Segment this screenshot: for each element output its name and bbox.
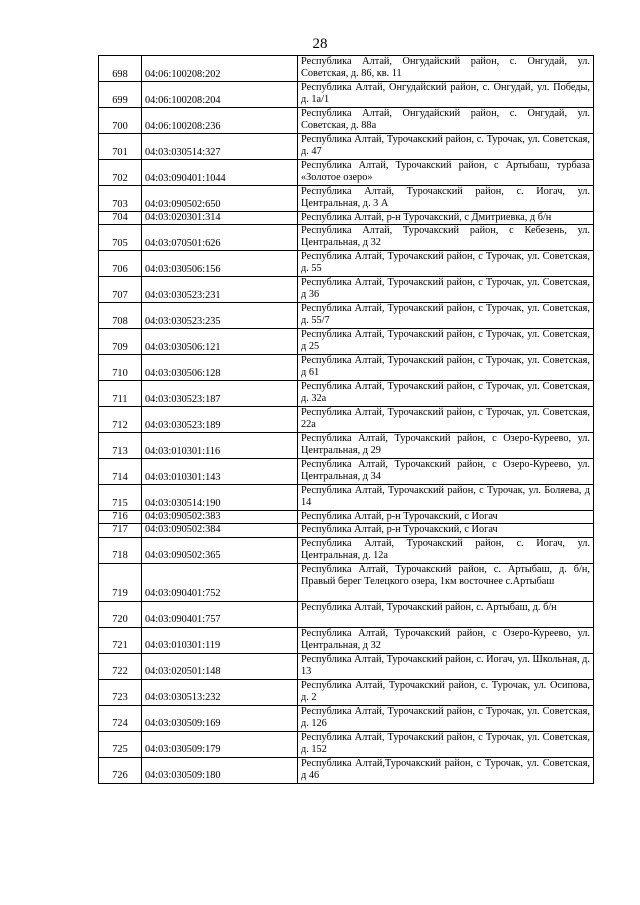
property-address: Республика Алтай, р-н Турочакский, с Дмитриевка, д б/н — [298, 212, 594, 225]
table-row — [99, 433, 594, 459]
property-address: Республика Алтай, Турочакский район, с Турочак, ул. Боляева, д 14 — [298, 485, 594, 511]
cadastral-number: 04:03:030506:121 — [142, 329, 298, 355]
property-address: Республика Алтай, Турочакский район, с. Артыбаш, д. б/н, Правый берег Телецкого озера, 1км восточнее с.Артыбаш — [298, 563, 594, 601]
row-number: 718 — [99, 537, 142, 563]
row-number: 705 — [99, 225, 142, 251]
property-registry-table — [98, 55, 594, 784]
property-address: Республика Алтай, Турочакский район, с Турочак, ул. Советская, д. 55/7 — [298, 303, 594, 329]
cadastral-number: 04:03:030506:128 — [142, 355, 298, 381]
table-row — [99, 757, 594, 783]
property-address: Республика Алтай, Турочакский район, с. Турочак, ул. Осипова, д. 2 — [298, 679, 594, 705]
row-number: 708 — [99, 303, 142, 329]
property-address: Республика Алтай, Турочакский район, с. Турочак, ул. Советская, д. 47 — [298, 134, 594, 160]
row-number: 698 — [99, 56, 142, 82]
row-number: 719 — [99, 563, 142, 601]
table-row — [99, 731, 594, 757]
row-number: 724 — [99, 705, 142, 731]
cadastral-number: 04:03:090502:650 — [142, 186, 298, 212]
table-row — [99, 82, 594, 108]
row-number: 711 — [99, 381, 142, 407]
row-number: 715 — [99, 485, 142, 511]
property-address: Республика Алтай, Турочакский район, с Озеро-Куреево, ул. Центральная, д 34 — [298, 459, 594, 485]
row-number: 712 — [99, 407, 142, 433]
table-row — [99, 407, 594, 433]
table-row — [99, 511, 594, 524]
cadastral-number: 04:03:030509:179 — [142, 731, 298, 757]
property-address: Республика Алтай, Турочакский район, с Турочак, ул. Советская, д 61 — [298, 355, 594, 381]
cadastral-number: 04:03:030509:169 — [142, 705, 298, 731]
cadastral-number: 04:03:090401:1044 — [142, 160, 298, 186]
row-number: 710 — [99, 355, 142, 381]
table-row — [99, 329, 594, 355]
cadastral-number: 04:03:030523:187 — [142, 381, 298, 407]
row-number: 699 — [99, 82, 142, 108]
table-row — [99, 524, 594, 537]
property-address: Республика Алтай, Турочакский район, с. Иогач, ул. Центральная, д. 12а — [298, 537, 594, 563]
cadastral-number: 04:03:090502:365 — [142, 537, 298, 563]
cadastral-number: 04:06:100208:202 — [142, 56, 298, 82]
cadastral-number: 04:03:030509:180 — [142, 757, 298, 783]
property-address: Республика Алтай, Турочакский район, с. Иогач, ул. Школьная, д. 13 — [298, 653, 594, 679]
table-row — [99, 251, 594, 277]
cadastral-number: 04:03:030506:156 — [142, 251, 298, 277]
property-address: Республика Алтай, Турочакский район, с Турочак, ул. Советская, д. 152 — [298, 731, 594, 757]
row-number: 725 — [99, 731, 142, 757]
cadastral-number: 04:03:090401:757 — [142, 601, 298, 627]
table-row — [99, 108, 594, 134]
table-row — [99, 627, 594, 653]
property-address: Республика Алтай, Турочакский район, с Турочак, ул. Советская, д 36 — [298, 277, 594, 303]
table-row — [99, 225, 594, 251]
property-address: Республика Алтай, Турочакский район, с Турочак, ул. Советская, д. 32а — [298, 381, 594, 407]
cadastral-number: 04:03:030513:232 — [142, 679, 298, 705]
row-number: 703 — [99, 186, 142, 212]
table-row — [99, 653, 594, 679]
row-number: 701 — [99, 134, 142, 160]
row-number: 707 — [99, 277, 142, 303]
row-number: 713 — [99, 433, 142, 459]
table-row — [99, 601, 594, 627]
table-row — [99, 277, 594, 303]
cadastral-number: 04:03:030523:189 — [142, 407, 298, 433]
cadastral-number: 04:03:030523:231 — [142, 277, 298, 303]
property-address: Республика Алтай, Турочакский район, с Артыбаш, турбаза «Золотое озеро» — [298, 160, 594, 186]
cadastral-number: 04:03:030514:327 — [142, 134, 298, 160]
row-number: 723 — [99, 679, 142, 705]
property-address: Республика Алтай, Турочакский район, с. Артыбаш, д. б/н — [298, 601, 594, 627]
row-number: 704 — [99, 212, 142, 225]
cadastral-number: 04:03:020301:314 — [142, 212, 298, 225]
table-row — [99, 212, 594, 225]
cadastral-number: 04:03:090502:384 — [142, 524, 298, 537]
table-row — [99, 303, 594, 329]
row-number: 722 — [99, 653, 142, 679]
property-address: Республика Алтай, Турочакский район, с Турочак, ул. Советская, д. 126 — [298, 705, 594, 731]
table-row — [99, 705, 594, 731]
property-address: Республика Алтай, Онгудайский район, с. Онгудай, ул. Победы, д. 1а/1 — [298, 82, 594, 108]
cadastral-number: 04:03:010301:143 — [142, 459, 298, 485]
table-row — [99, 537, 594, 563]
row-number: 706 — [99, 251, 142, 277]
property-address: Республика Алтай, Турочакский район, с. Иогач, ул. Центральная, д. 3 А — [298, 186, 594, 212]
row-number: 702 — [99, 160, 142, 186]
property-address: Республика Алтай, Турочакский район, с Турочак, ул. Советская, д. 55 — [298, 251, 594, 277]
table-row — [99, 355, 594, 381]
cadastral-number: 04:03:090401:752 — [142, 563, 298, 601]
property-address: Республика Алтай, Турочакский район, с Турочак, ул. Советская, 22а — [298, 407, 594, 433]
row-number: 709 — [99, 329, 142, 355]
property-address: Республика Алтай, р-н Турочакский, с Иогач — [298, 524, 594, 537]
row-number: 717 — [99, 524, 142, 537]
table-row — [99, 160, 594, 186]
cadastral-number: 04:06:100208:236 — [142, 108, 298, 134]
table-row — [99, 459, 594, 485]
table-row — [99, 186, 594, 212]
property-address: Республика Алтай, Турочакский район, с Турочак, ул. Советская, д 25 — [298, 329, 594, 355]
property-address: Республика Алтай, Онгудайский район, с. Онгудай, ул. Советская, д. 88а — [298, 108, 594, 134]
cadastral-number: 04:03:020501:148 — [142, 653, 298, 679]
row-number: 700 — [99, 108, 142, 134]
table-row — [99, 134, 594, 160]
property-address: Республика Алтай, р-н Турочакский, с Иогач — [298, 511, 594, 524]
row-number: 716 — [99, 511, 142, 524]
table-row — [99, 381, 594, 407]
table-row — [99, 563, 594, 601]
table-row — [99, 56, 594, 82]
property-address: Республика Алтай,Турочакский район, с Турочак, ул. Советская, д 46 — [298, 757, 594, 783]
cadastral-number: 04:06:100208:204 — [142, 82, 298, 108]
row-number: 721 — [99, 627, 142, 653]
table-row — [99, 485, 594, 511]
cadastral-number: 04:03:090502:383 — [142, 511, 298, 524]
cadastral-number: 04:03:010301:119 — [142, 627, 298, 653]
row-number: 714 — [99, 459, 142, 485]
row-number: 726 — [99, 757, 142, 783]
table-row — [99, 679, 594, 705]
cadastral-number: 04:03:010301:116 — [142, 433, 298, 459]
cadastral-number: 04:03:030514:190 — [142, 485, 298, 511]
property-address: Республика Алтай, Турочакский район, с Озеро-Куреево, ул. Центральная, д 29 — [298, 433, 594, 459]
cadastral-number: 04:03:070501:626 — [142, 225, 298, 251]
property-address: Республика Алтай, Онгудайский район, с. Онгудай, ул. Советская, д. 86, кв. 11 — [298, 56, 594, 82]
property-address: Республика Алтай, Турочакский район, с Озеро-Куреево, ул. Центральная, д 32 — [298, 627, 594, 653]
page-number: 28 — [312, 36, 328, 52]
row-number: 720 — [99, 601, 142, 627]
registry-table-body — [99, 56, 594, 784]
cadastral-number: 04:03:030523:235 — [142, 303, 298, 329]
property-address: Республика Алтай, Турочакский район, с Кебезень, ул. Центральная, д 32 — [298, 225, 594, 251]
